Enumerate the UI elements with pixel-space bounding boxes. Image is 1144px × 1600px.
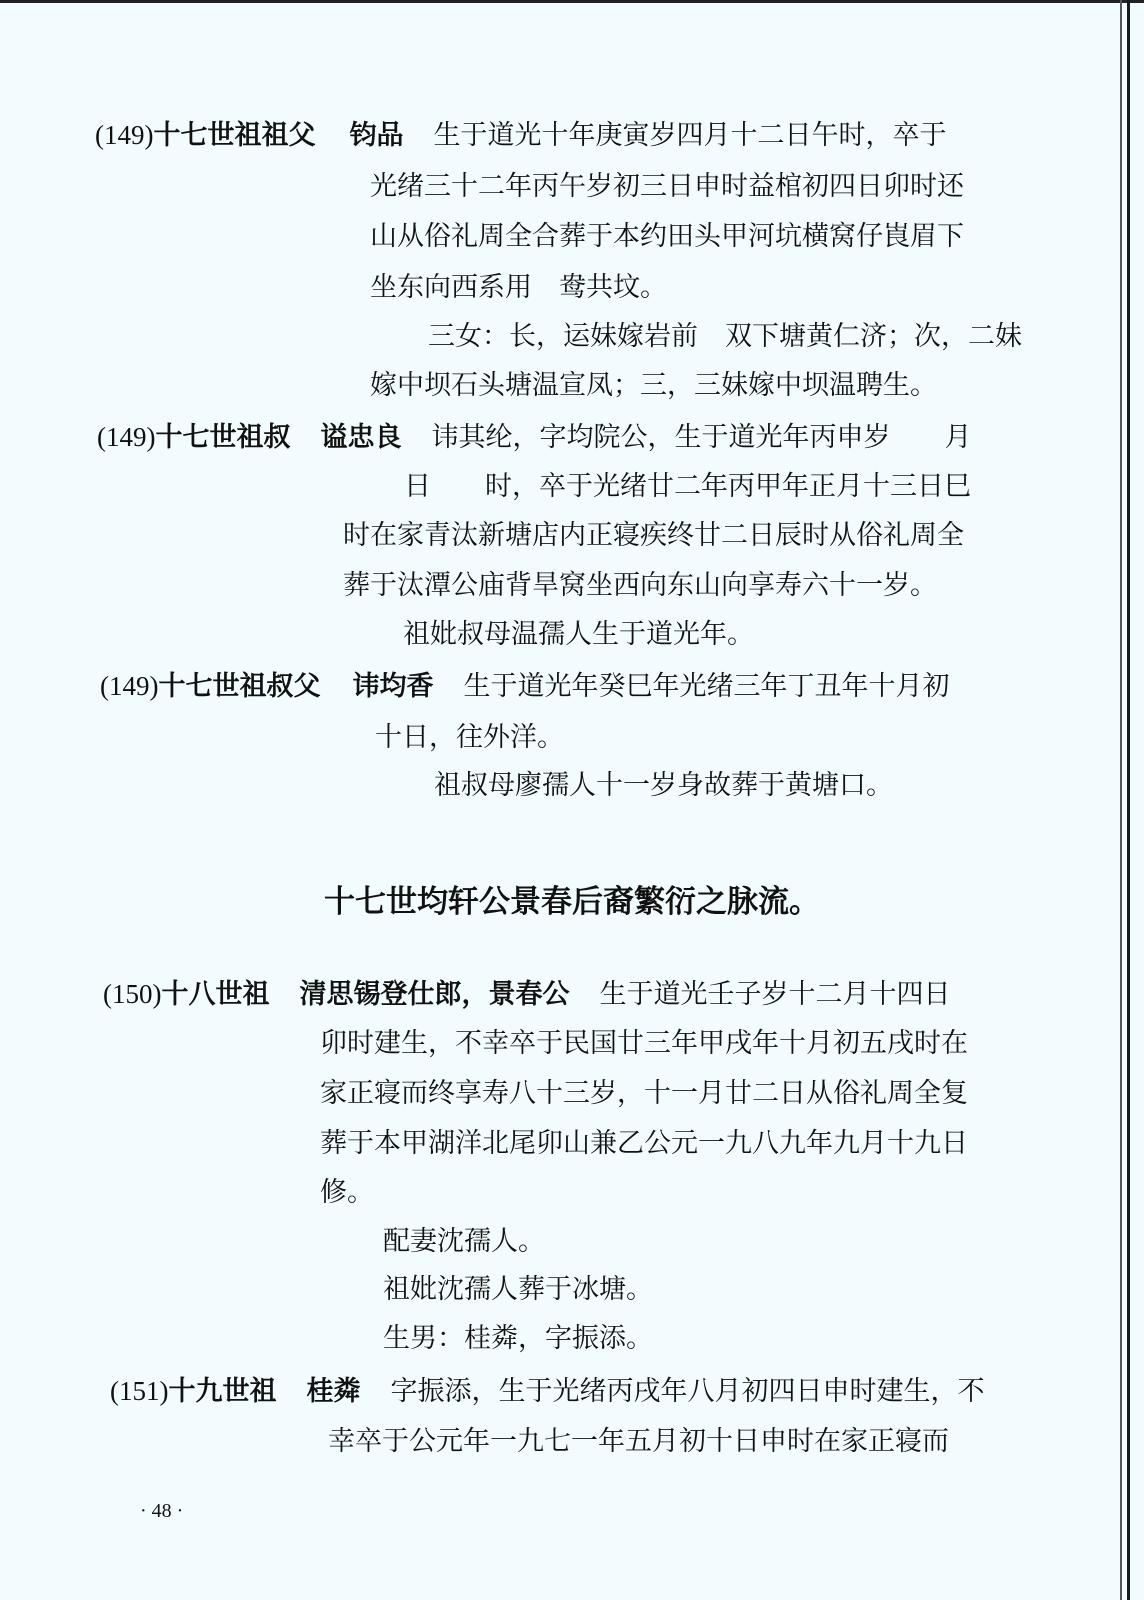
- entry-name: 讳均香: [352, 671, 434, 702]
- entry-text-line: 十日，往外洋。: [375, 722, 564, 753]
- entry-text-line: 生于道光十年庚寅岁四月十二日午时，卒于: [433, 120, 947, 151]
- entry-name: 桂粦: [306, 1376, 361, 1407]
- entry-generation: 十七世祖祖父: [153, 120, 316, 151]
- entry-generation: 十八世祖: [161, 979, 270, 1010]
- entry-text-line: 幸卒于公元年一九七一年五月初十日申时在家正寝而: [328, 1426, 949, 1457]
- entry-name: 清思锡登仕郎，景春公: [299, 979, 570, 1010]
- entry-text-line: 生于道光年癸巳年光绪三年丁丑年十月初: [463, 671, 950, 702]
- entry-text-line: 祖妣沈孺人葬于冰塘。: [383, 1274, 653, 1305]
- entry-name: 谥忠良: [320, 422, 402, 453]
- entry-generation: 十九世祖: [168, 1376, 277, 1407]
- entry-text-line: 日 时，卒于光绪廿二年丙甲年正月十三日巳: [404, 471, 971, 502]
- entry-text-line: 三女：长，运妹嫁岩前 双下塘黄仁济；次，二妹: [428, 321, 1022, 352]
- entry-text-line: 葬于本甲湖洋北尾卯山兼乙公元一九八九年九月十九日: [320, 1128, 968, 1159]
- entry-text-line: 修。: [320, 1177, 374, 1208]
- entry-text-line: 生于道光壬子岁十二月十四日: [599, 979, 951, 1010]
- entry-text-line: 光绪三十二年丙午岁初三日申时益棺初四日卯时还: [370, 171, 964, 202]
- entry-generation: 十七世祖叔父: [158, 671, 321, 702]
- scan-edge-right-inner: [1120, 0, 1122, 1600]
- entry-text-line: 坐东向西系用 鸯共坟。: [370, 272, 667, 303]
- scan-edge-right: [1127, 0, 1130, 1600]
- entry-heading: [97, 424, 971, 451]
- entry-text-line: 山从俗礼周全合葬于本约田头甲河坑横窝仔崀眉下: [370, 221, 964, 252]
- entry-heading: [95, 122, 946, 149]
- entry-name: 钧品: [349, 120, 404, 151]
- entry-generation: 十七世祖叔: [155, 422, 291, 453]
- entry-text-line: 生男：桂粦，字振添。: [383, 1323, 653, 1354]
- entry-number: (149): [95, 120, 154, 150]
- entry-text-line: 葬于汰潭公庙背旱窝坐西向东山向享寿六十一岁。: [343, 570, 937, 601]
- entry-text-line: 祖妣叔母温孺人生于道光年。: [403, 619, 754, 650]
- entry-text-line: 配妻沈孺人。: [383, 1226, 545, 1257]
- entry-text-line: 嫁中坝石头塘温宣凤；三，三妹嫁中坝温聘生。: [370, 370, 937, 401]
- entry-heading: [103, 981, 950, 1008]
- entry-text-line: 字振添，生于光绪丙戌年八月初四日申时建生，不: [390, 1376, 985, 1407]
- entry-number: (149): [97, 422, 156, 452]
- entry-heading: [110, 1378, 984, 1405]
- entry-text-line: 讳其纶，字均院公，生于道光年丙申岁 月: [431, 422, 972, 453]
- entry-text-line: 卯时建生，不幸卒于民国廿三年甲戌年十月初五戌时在: [320, 1028, 968, 1059]
- entry-heading: [100, 673, 949, 700]
- entry-text-line: 时在家青汰新塘店内正寝疾终廿二日辰时从俗礼周全: [343, 520, 964, 551]
- section-title: 十七世均轩公景春后裔繁衍之脉流。: [324, 884, 820, 920]
- entry-text-line: 祖叔母廖孺人十一岁身故葬于黄塘口。: [434, 770, 893, 801]
- entry-number: (151): [110, 1376, 169, 1406]
- page-number: · 48 ·: [140, 1500, 184, 1522]
- entry-number: (149): [100, 671, 159, 701]
- scan-edge-top: [0, 0, 1144, 3]
- entry-number: (150): [103, 979, 162, 1009]
- entry-text-line: 家正寝而终享寿八十三岁，十一月廿二日从俗礼周全复: [320, 1078, 968, 1109]
